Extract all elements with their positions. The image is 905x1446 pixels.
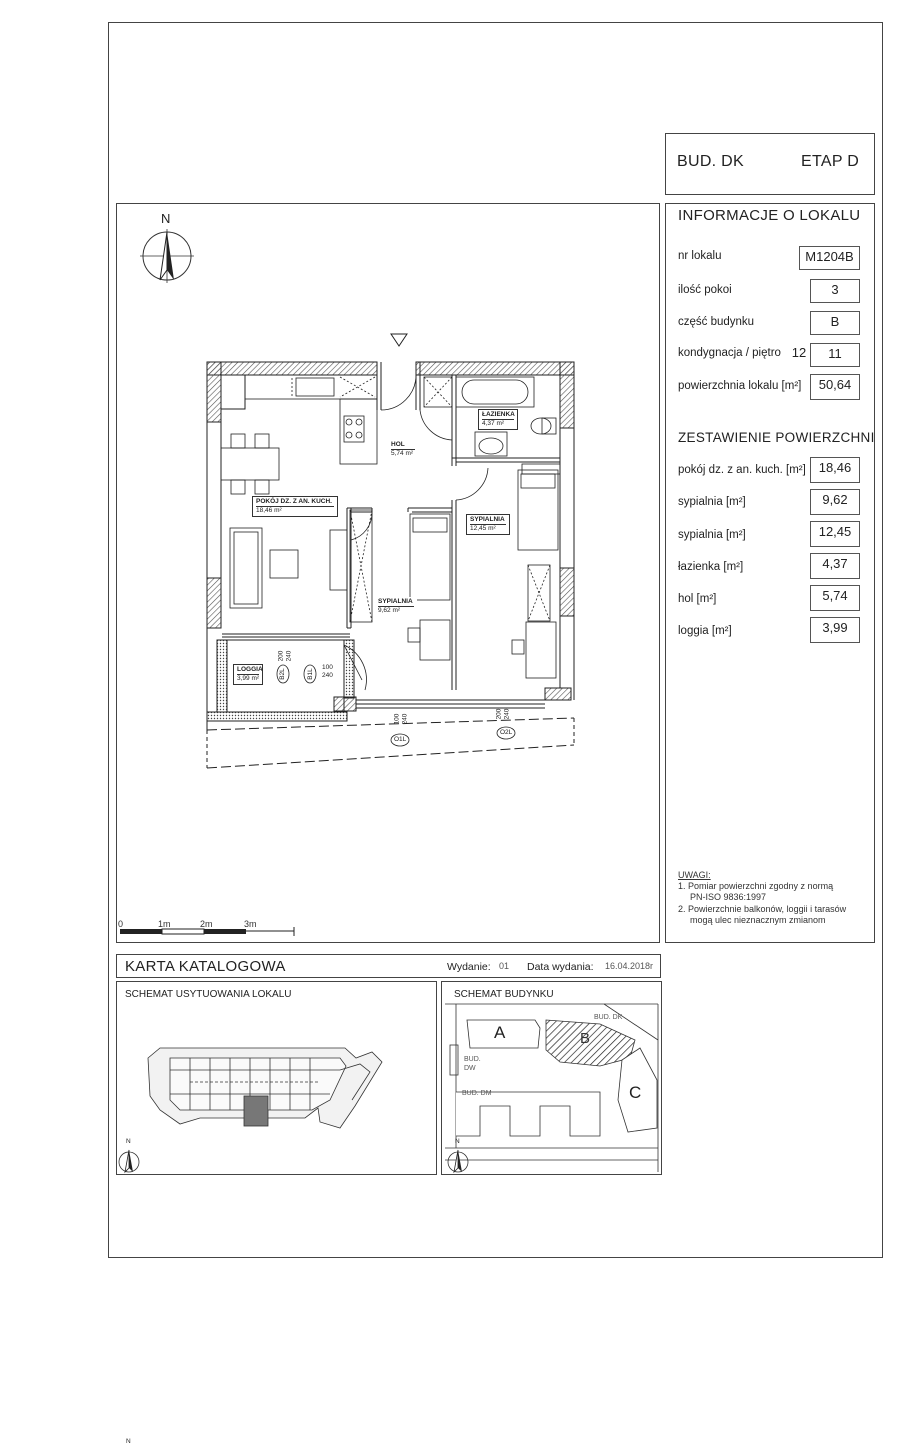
building-dw-label-2: DW	[464, 1065, 476, 1072]
area-row-living-label: pokój dz. z an. kuch. [m²]	[678, 464, 806, 476]
floor-label: kondygnacja / piętro	[678, 347, 781, 359]
area-total-value: 50,64	[810, 374, 860, 400]
area-row-bed1-value: 9,62	[810, 489, 860, 515]
building-north-label: N	[455, 1138, 460, 1145]
floor-value: 11	[810, 343, 860, 367]
info-title: INFORMACJE O LOKALU	[678, 207, 861, 224]
edition-label: Wydanie:	[447, 961, 491, 973]
area-row-bed2-label: sypialnia [m²]	[678, 529, 746, 541]
rooms-count-label: ilość pokoi	[678, 284, 732, 296]
dim-o1l-width: 100	[393, 713, 401, 725]
area-total-label: powierzchnia lokalu [m²]	[678, 380, 802, 392]
area-row-bed2-value: 12,45	[810, 521, 860, 547]
catalog-title: KARTA KATALOGOWA	[125, 958, 286, 975]
area-row-bath-value: 4,37	[810, 553, 860, 579]
scale-2m: 2m	[200, 919, 213, 929]
building-dw-label-1: BUD.	[464, 1056, 481, 1063]
scale-1m: 1m	[158, 919, 171, 929]
room-bed1-name: SYPIALNIA	[378, 598, 413, 605]
date-value: 16.04.2018r	[605, 961, 654, 971]
dim-b1l-height: 240	[322, 672, 333, 679]
dim-b1l-width: 100	[322, 664, 333, 671]
areas-title: ZESTAWIENIE POWIERZCHNI	[678, 430, 875, 445]
room-bath-name: ŁAZIENKA	[482, 411, 515, 418]
building-c-label: C	[629, 1083, 642, 1102]
rooms-count-value: 3	[810, 279, 860, 303]
area-row-bed1-label: sypialnia [m²]	[678, 496, 746, 508]
room-living-area: 18,46 m²	[256, 507, 282, 514]
building-label: BUD. DK	[677, 153, 744, 170]
window-tag-b2l: B2L	[278, 668, 286, 680]
site-north-label: N	[126, 1438, 131, 1445]
building-dm-label: BUD. DM	[462, 1090, 492, 1097]
area-row-hall-value: 5,74	[810, 585, 860, 611]
storey-value: 12	[791, 345, 807, 360]
notes-line-2: PN-ISO 9836:1997	[690, 892, 767, 902]
plan-north-label: N	[161, 211, 171, 226]
dim-o2l-width: 200	[495, 708, 503, 720]
area-row-living-value: 18,46	[810, 457, 860, 483]
building-scheme-title: SCHEMAT BUDYNKU	[454, 989, 554, 1000]
dim-b2l-width: 200	[277, 650, 285, 662]
scale-0: 0	[118, 919, 124, 929]
area-row-loggia-value: 3,99	[810, 617, 860, 643]
room-bed1-area: 9,62 m²	[378, 607, 401, 614]
room-loggia-area: 3,99 m²	[237, 675, 260, 682]
scale-3m: 3m	[244, 919, 257, 929]
notes-title: UWAGI:	[678, 870, 711, 880]
dim-b2l-height: 240	[285, 650, 293, 662]
room-hall-area: 5,74 m²	[391, 450, 414, 457]
date-label: Data wydania:	[527, 961, 594, 973]
window-tag-b1l: B1L	[306, 668, 314, 680]
lokal-number-value: M1204B	[799, 246, 860, 270]
room-bed2-name: SYPIALNIA	[470, 516, 505, 523]
dim-o1l-height: 240	[401, 713, 409, 725]
notes-line-3: 2. Powierzchnie balkonów, loggii i tarasów	[678, 904, 847, 914]
room-bath-area: 4,37 m²	[482, 420, 505, 427]
building-dk-label: BUD. DK	[594, 1014, 623, 1021]
building-north-arrow-icon	[448, 1150, 468, 1172]
room-living-name: POKÓJ DZ. Z AN. KUCH.	[256, 498, 334, 507]
window-tag-o2l: O2L	[500, 729, 513, 736]
building-part-value: B	[810, 311, 860, 335]
room-loggia-name: LOGGIA	[237, 666, 263, 673]
site-north-arrow-icon	[119, 1150, 139, 1172]
area-row-hall-label: hol [m²]	[678, 593, 717, 605]
building-a-label: A	[494, 1023, 506, 1042]
site-scheme-drawing	[148, 1048, 382, 1128]
building-part-label: część budynku	[678, 316, 755, 328]
notes-line-1: 1. Pomiar powierzchni zgodny z normą	[678, 881, 834, 891]
building-scheme-drawing	[445, 1004, 658, 1172]
area-row-bath-label: łazienka [m²]	[678, 561, 744, 573]
notes-line-4: mogą ulec nieznacznym zmianom	[690, 915, 826, 925]
dim-o2l-height: 240	[503, 708, 511, 720]
site-north-text: N	[126, 1138, 131, 1145]
site-scheme-title: SCHEMAT USYTUOWANIA LOKALU	[125, 989, 292, 1000]
room-bed2-area: 12,45 m²	[470, 525, 496, 532]
stage-label: ETAP D	[801, 153, 860, 170]
lokal-number-label: nr lokalu	[678, 250, 722, 262]
building-b-label: B	[580, 1030, 591, 1047]
edition-value: 01	[499, 961, 510, 971]
window-tag-o1l: O1L	[394, 736, 407, 743]
area-row-loggia-label: loggia [m²]	[678, 625, 732, 637]
room-hall-name: HOL	[391, 441, 415, 450]
